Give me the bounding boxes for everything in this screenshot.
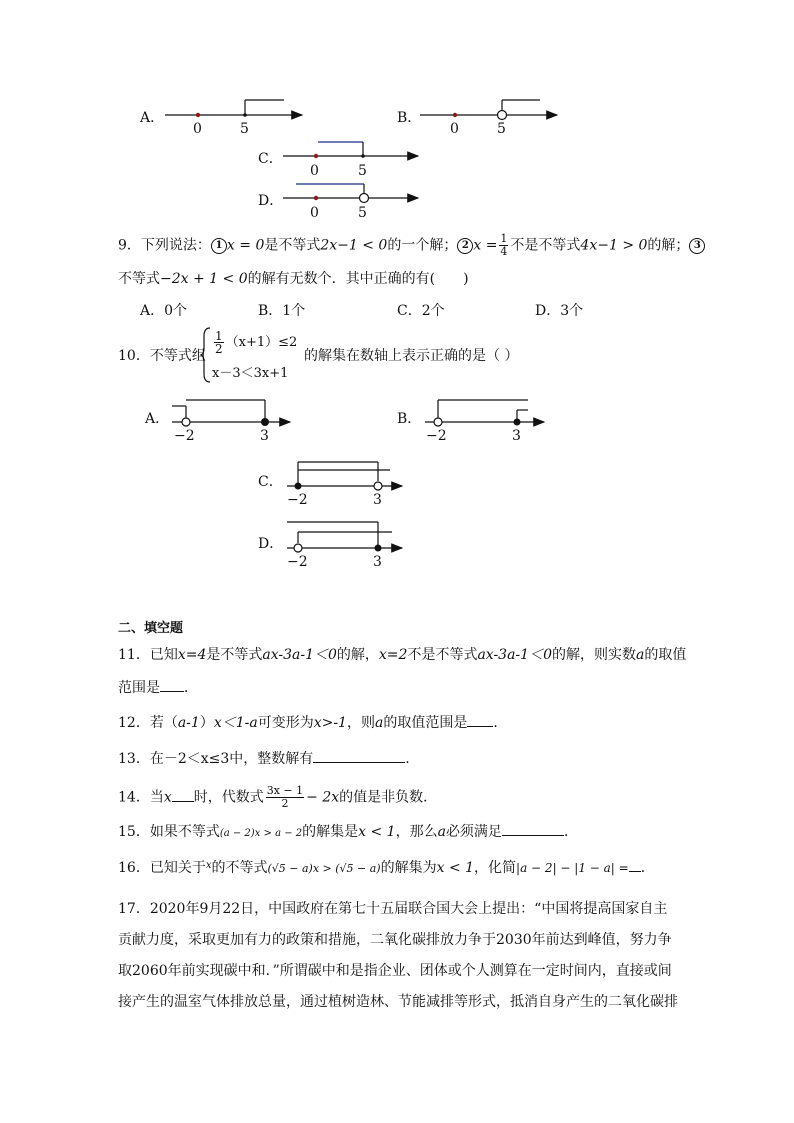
q8-c-tick-5: 5	[358, 163, 367, 179]
q9-math-3: x =	[473, 237, 498, 254]
q9-text-4: 不是不等式	[510, 237, 581, 254]
q17-line-2: 贡献力度，采取更加有力的政策和措施，二氧化碳排放力争于2030年前达到峰值，努力争	[118, 932, 672, 948]
q8-c-point-5	[361, 154, 365, 158]
q14-c: 的值是非负数．	[339, 789, 438, 806]
q12-answer-blank[interactable]	[467, 712, 493, 727]
q14-frac-den: 2	[281, 797, 289, 810]
q10-frac-num: 1	[215, 329, 223, 343]
q9-line-2	[118, 270, 469, 288]
q9-circle-3: 3	[689, 238, 705, 254]
q9-text-5: 的解；	[647, 237, 690, 254]
q8-d-open-circle-5	[360, 194, 369, 203]
q17-line-1: 17．2020年9月22日，中国政府在第七十五届联合国大会上提出：“中国将提高国家自主	[118, 901, 668, 917]
q15-line	[118, 821, 578, 843]
q8-a-tick-0: 0	[193, 121, 202, 137]
q14-m1: x	[163, 789, 172, 806]
q8-number-lines	[0, 0, 794, 230]
q11-m1: x=4	[177, 647, 207, 663]
q11-end: ．	[184, 680, 198, 696]
q10-b-solid-dot-3	[514, 419, 521, 426]
q9-circle-1: 1	[211, 238, 227, 254]
q15-a: 15．如果不等式	[118, 824, 220, 840]
q10-b-tick-neg2: −2	[426, 428, 447, 444]
q10-c-tick-3: 3	[373, 492, 382, 508]
q8-option-b[interactable]	[397, 100, 557, 137]
q10-number-lines	[0, 390, 794, 570]
q9-intro: 9．下列说法：	[118, 237, 211, 254]
q12-m4: a	[374, 715, 384, 731]
q12-a: 12．若（	[118, 715, 178, 731]
q8-b-tick-5: 5	[497, 121, 506, 137]
q11-answer-blank[interactable]	[160, 677, 184, 692]
q12-d: ，则	[346, 715, 375, 731]
q12-line	[118, 712, 507, 732]
q13-text: 13．在－2＜x≤3中，整数解有	[118, 751, 314, 767]
q10-a-label: A．	[145, 411, 170, 427]
q8-c-label: C．	[258, 151, 283, 167]
q16-m3: x < 1	[436, 860, 475, 876]
q8-a-origin-dot	[196, 113, 200, 117]
q16-line	[118, 857, 655, 878]
q8-a-tick-5: 5	[240, 121, 249, 137]
q9-option-c[interactable]: C．2个	[397, 303, 445, 319]
q8-c-origin-dot	[314, 154, 318, 158]
q10-suffix: 的解集在数轴上表示正确的是（ ）	[304, 348, 519, 364]
q11-m2: ax-3a-1＜0	[262, 647, 337, 663]
q15-answer-blank[interactable]	[502, 821, 564, 836]
q12-m2: x＜1-a	[213, 715, 258, 731]
q11-b: 是不等式	[206, 647, 263, 663]
q9-circle-2: 2	[457, 238, 473, 254]
q10-option-b[interactable]	[397, 400, 544, 444]
q8-b-origin-dot	[453, 113, 457, 117]
q10-c-open-circle-3	[374, 482, 382, 490]
q13-line	[118, 748, 410, 768]
q10-option-c[interactable]	[258, 462, 402, 508]
q16-b: 的不等式	[211, 860, 268, 876]
q10-b-open-circle-neg2	[434, 418, 442, 426]
section-title: 二、填空题	[118, 621, 184, 636]
q8-b-open-circle-5	[498, 111, 507, 120]
q15-c: ，那么	[395, 824, 438, 840]
q10-c-label: C．	[258, 474, 283, 490]
q8-b-tick-0: 0	[450, 121, 459, 137]
q9-line-1	[118, 233, 705, 258]
q16-m4: |a − 2| − |1 − a| =	[516, 861, 629, 875]
q16-answer-blank[interactable]	[629, 857, 641, 872]
q10-d-solid-dot-3	[375, 545, 382, 552]
q8-a-label: A．	[140, 110, 165, 126]
q8-b-label: B．	[397, 110, 422, 126]
q10-option-d[interactable]	[258, 522, 402, 570]
q12-m1: a-1	[177, 715, 200, 731]
q11-m4: ax-3a-1＜0	[477, 647, 552, 663]
q17-paragraph	[118, 894, 678, 1018]
q10-a-open-circle-neg2	[182, 418, 190, 426]
q15-end: ．	[563, 824, 578, 840]
q10-system-row-1	[212, 330, 297, 355]
q9-text-2: 是不等式	[264, 237, 321, 254]
q12-b: ）	[199, 715, 214, 731]
q15-d: 必须满足	[445, 824, 502, 840]
q11-line-2	[118, 677, 198, 697]
q10-frac-den: 2	[215, 342, 223, 356]
q16-end: ．	[640, 860, 655, 876]
q8-option-d[interactable]	[258, 184, 418, 221]
q8-a-point-5	[243, 113, 247, 117]
q12-m3: x>-1	[313, 715, 347, 731]
q10-b-tick-3: 3	[512, 428, 521, 444]
q16-c: 的解集为	[380, 860, 437, 876]
q14-frac-num: 3x − 1	[266, 784, 304, 797]
q10-d-open-circle-neg2	[294, 544, 302, 552]
q11-line-1	[118, 646, 686, 664]
q8-d-tick-5: 5	[358, 205, 367, 221]
q17-line-3: 取2060年前实现碳中和．”所谓碳中和是指企业、团体或个人测算在一定时间内，直接或间	[118, 963, 672, 979]
q10-d-label: D．	[258, 536, 284, 552]
q14-line	[118, 785, 437, 810]
q8-d-label: D．	[258, 193, 284, 209]
q14-answer-blank[interactable]	[172, 787, 194, 802]
q10-d-tick-neg2: −2	[287, 554, 308, 570]
q15-m2: x < 1	[358, 824, 396, 840]
q12-e: 的取值范围是	[383, 715, 468, 731]
q17-line-4: 接产生的温室气体排放总量，通过植树造林、节能减排等形式，抵消自身产生的二氧化碳排	[118, 994, 678, 1010]
q16-m1: x	[205, 860, 212, 871]
q8-d-tick-0: 0	[310, 205, 319, 221]
q10-system-row-2: x－3＜3x+1	[212, 366, 289, 381]
q14-a: 14．当	[118, 789, 164, 806]
q9-math-4: 4x−1 > 0	[580, 237, 648, 254]
q11-m5: a	[635, 647, 645, 663]
q14-b: 时，代数式	[193, 789, 264, 806]
q8-option-c[interactable]	[258, 142, 418, 179]
q9-text-3: 的一个解；	[387, 237, 458, 254]
q10-a-tick-3: 3	[260, 428, 269, 444]
q10-c-tick-neg2: −2	[287, 492, 308, 508]
q11-a: 11．已知	[118, 647, 178, 663]
q10-brace	[200, 326, 212, 384]
q9-math-1: x = 0	[226, 237, 265, 254]
q14-fraction	[266, 785, 304, 810]
q10-d-tick-3: 3	[373, 554, 382, 570]
q9-line2-b: 的解有无数个．其中正确的有( )	[247, 271, 469, 287]
q12-c: 可变形为	[257, 715, 314, 731]
q13-end: .	[405, 751, 410, 767]
q9-fraction	[499, 233, 508, 258]
q10-fraction	[214, 330, 224, 355]
q16-m2: (√5 − a)x > (√5 − a)	[267, 862, 381, 875]
q8-option-a[interactable]	[139, 100, 302, 137]
q15-b: 的解集是	[302, 824, 359, 840]
q13-answer-blank[interactable]	[313, 748, 405, 763]
q10-prefix: 10．不等式组	[118, 348, 206, 364]
q11-e: 的解，则实数	[551, 647, 636, 663]
q9-option-b[interactable]: B．1个	[258, 303, 306, 319]
q9-math-2: 2x−1 < 0	[320, 237, 388, 254]
q15-m1: (a − 2)x > a − 2	[219, 828, 303, 839]
q10-a-tick-neg2: −2	[174, 428, 195, 444]
q10-row1-text: （x+1）≤2	[225, 335, 298, 350]
q9-option-d[interactable]: D．3个	[535, 303, 584, 319]
q11-f: 的取值	[644, 647, 687, 663]
q10-option-a[interactable]	[144, 400, 290, 444]
q12-end: ．	[493, 715, 508, 731]
q16-d: ，化简	[474, 860, 517, 876]
q8-c-tick-0: 0	[310, 163, 319, 179]
q15-m3: a	[437, 824, 446, 840]
q10-c-solid-dot-neg2	[295, 483, 302, 490]
q14-m2: − 2x	[306, 789, 340, 806]
q10-a-solid-dot-3	[261, 418, 269, 426]
q9-option-a[interactable]: A．0个	[140, 303, 188, 319]
q16-a: 16．已知关于	[118, 860, 206, 876]
q9-frac-num: 1	[500, 232, 508, 245]
q9-line2-a: 不等式	[118, 271, 160, 287]
q11-line2: 范围是	[118, 680, 160, 696]
q10-b-label: B．	[397, 411, 422, 427]
q11-d: 不是不等式	[407, 647, 478, 663]
q9-frac-den: 4	[500, 245, 508, 258]
q9-math-5: −2x + 1 < 0	[160, 271, 248, 287]
q8-d-origin-dot	[314, 196, 318, 200]
q11-m3: x=2	[378, 647, 408, 663]
q11-c: 的解，	[336, 647, 379, 663]
